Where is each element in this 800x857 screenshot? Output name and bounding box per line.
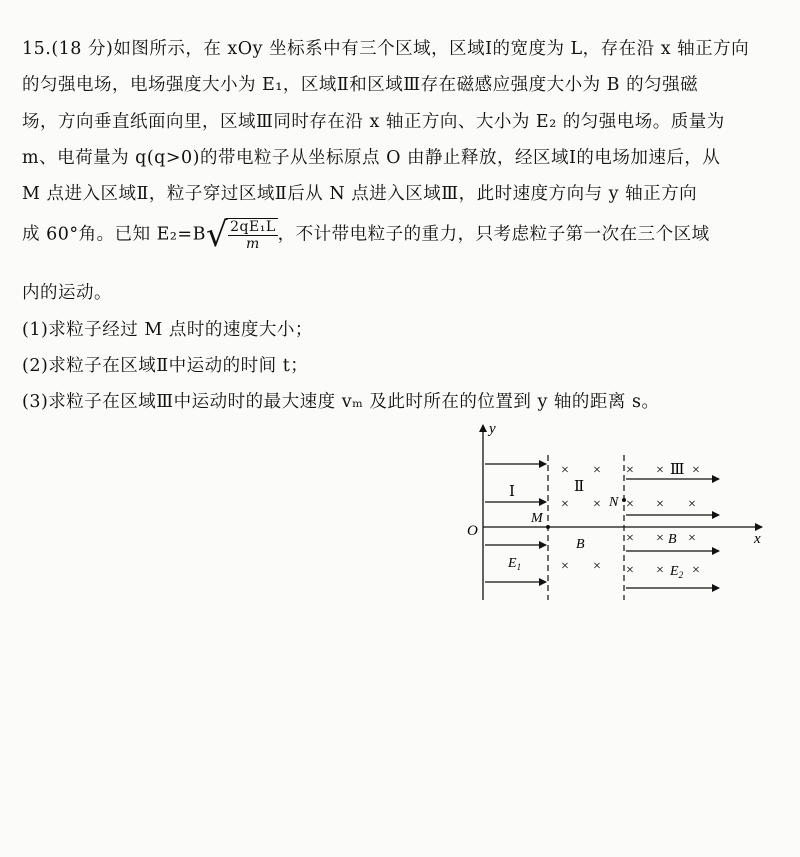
problem-text-6a: 成 60°角。已知 E₂=B xyxy=(22,224,206,245)
problem-line-7: 内的运动。 xyxy=(22,283,112,303)
formula-numerator: 2qE₁L xyxy=(230,219,276,235)
problem-score: (18 分) xyxy=(51,39,114,59)
origin-label: O xyxy=(467,523,478,539)
y-axis-label: y xyxy=(489,421,496,437)
problem-line-3: 场，方向垂直纸面向里，区域Ⅲ同时存在沿 x 轴正方向、大小为 E₂ 的匀强电场。质量为 xyxy=(22,112,725,132)
question-1: (1)求粒子经过 M 点时的速度大小； xyxy=(22,320,313,340)
b-field-cross: × xyxy=(656,563,664,578)
b-field-cross: × xyxy=(688,497,696,512)
region-3-b-field xyxy=(626,463,700,578)
formula-denominator: m xyxy=(246,236,260,252)
point-m xyxy=(546,525,550,529)
b-field-cross: × xyxy=(688,531,696,546)
b-field-cross: × xyxy=(626,497,634,512)
problem-text-6b: ，不计带电粒子的重力，只考虑粒子第一次在三个区域 xyxy=(277,224,710,245)
problem-line-2: 的匀强电场，电场强度大小为 E₁，区域Ⅱ和区域Ⅲ存在磁感应强度大小为 B 的匀强磁 xyxy=(22,75,699,95)
region-3-label: Ⅲ xyxy=(670,462,685,478)
b-field-cross: × xyxy=(593,463,601,478)
point-n-label: N xyxy=(609,495,619,510)
x-axis-label: x xyxy=(754,531,761,547)
b-field-cross: × xyxy=(656,531,664,546)
b-field-cross: × xyxy=(626,563,634,578)
problem-text-1: 如图所示，在 xOy 坐标系中有三个区域，区域Ⅰ的宽度为 L，存在沿 x 轴正方向 xyxy=(113,39,750,59)
question-2: (2)求粒子在区域Ⅱ中运动的时间 t； xyxy=(22,356,309,376)
b-field-cross: × xyxy=(561,559,569,574)
b-field-cross: × xyxy=(561,463,569,478)
b-field-cross: × xyxy=(656,463,664,478)
region-2-b-label: B xyxy=(576,537,585,552)
e2-label: $E_2$ xyxy=(670,564,684,580)
problem-line-5: M 点进入区域Ⅱ，粒子穿过区域Ⅱ后从 N 点进入区域Ⅲ，此时速度方向与 y 轴正方向 xyxy=(22,184,698,204)
question-3: (3)求粒子在区域Ⅲ中运动时的最大速度 vₘ 及此时所在的位置到 y 轴的距离 s。 xyxy=(22,392,660,412)
b-field-cross: × xyxy=(626,531,634,546)
sqrt-sign: √ xyxy=(205,215,229,255)
b-field-cross: × xyxy=(656,497,664,512)
b-field-cross: × xyxy=(692,463,700,478)
problem-number: 15. xyxy=(22,39,52,59)
b-field-cross: × xyxy=(593,559,601,574)
e1-label: $E_1$ xyxy=(508,556,522,572)
problem-line-4: m、电荷量为 q(q>0)的带电粒子从坐标原点 O 由静止释放，经区域Ⅰ的电场加速后，从 xyxy=(22,148,721,168)
b-field-cross: × xyxy=(561,497,569,512)
point-m-label: M xyxy=(531,511,543,526)
b-field-cross: × xyxy=(593,497,601,512)
region-3-b-label: B xyxy=(668,532,677,547)
b-field-cross: × xyxy=(692,563,700,578)
region-2-label: Ⅱ xyxy=(574,479,585,495)
region-1-label: Ⅰ xyxy=(509,484,515,500)
b-field-cross: × xyxy=(626,463,634,478)
